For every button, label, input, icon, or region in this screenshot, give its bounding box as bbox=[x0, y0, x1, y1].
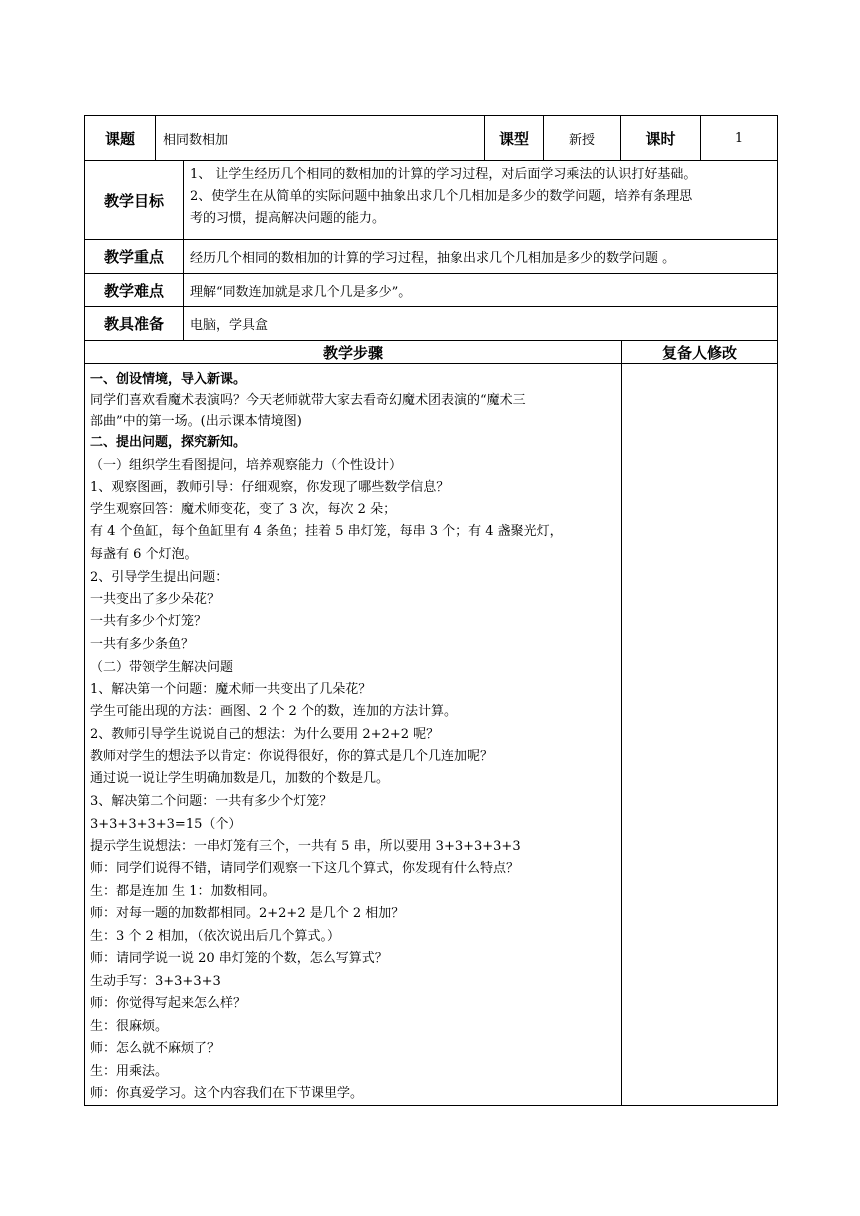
step-line: 师：请同学说一说 20 串灯笼的个数，怎么写算式？ bbox=[90, 951, 388, 966]
col-divider-steps bbox=[621, 340, 622, 1106]
step-line: 生：用乘法。 bbox=[90, 1064, 169, 1079]
table-border-right bbox=[777, 115, 778, 1106]
difficulties-value: 理解“同数连加就是求几个几是多少”。 bbox=[190, 284, 412, 300]
step-line: 教师对学生的想法予以肯定：你说得很好，你的算式是几个几连加呢？ bbox=[90, 749, 494, 764]
step-line: 生：都是连加 生 1：加数相同。 bbox=[90, 884, 276, 899]
step-line: 1、解决第一个问题：魔术师一共变出了几朵花？ bbox=[90, 682, 372, 697]
step-line: 2、引导学生提出问题： bbox=[90, 570, 229, 585]
step-line: 师：对每一题的加数都相同。2+2+2 是几个 2 相加？ bbox=[90, 906, 405, 921]
difficulties-label: 教学难点 bbox=[103, 281, 164, 300]
topic-value: 相同数相加 bbox=[163, 132, 229, 148]
step-line: 生：3 个 2 相加，（依次说出后几个算式。） bbox=[90, 929, 340, 944]
col-divider-label-2 bbox=[183, 160, 184, 340]
materials-label: 教具准备 bbox=[103, 315, 164, 333]
table-border-bottom bbox=[84, 1105, 778, 1106]
type-label: 课型 bbox=[498, 129, 529, 148]
topic-label: 课题 bbox=[104, 129, 135, 148]
steps-header: 教学步骤 bbox=[322, 343, 383, 362]
step-line: 生动手写：3+3+3+3 bbox=[90, 974, 221, 989]
key-points-label: 教学重点 bbox=[103, 248, 164, 266]
section-heading: 一、创设情境，导入新课。 bbox=[90, 372, 247, 387]
step-line: 师：怎么就不麻烦了？ bbox=[90, 1041, 221, 1056]
row-divider-1 bbox=[84, 160, 778, 161]
step-line: 2、教师引导学生说说自己的想法：为什么要用 2+2+2 呢？ bbox=[90, 727, 440, 742]
type-value: 新授 bbox=[568, 132, 595, 148]
period-value: 1 bbox=[734, 130, 744, 146]
step-line: 每盏有 6 个灯泡。 bbox=[90, 547, 198, 562]
objective-line: 2、使学生在从简单的实际问题中抽象出求几个几相加是多少的数学问题，培养有条理思 bbox=[190, 189, 693, 204]
revision-header: 复备人修改 bbox=[661, 343, 737, 362]
step-line: 3、解决第二个问题：一共有多少个灯笼？ bbox=[90, 794, 333, 809]
step-line: 提示学生说想法：一串灯笼有三个，一共有 5 串，所以要用 3+3+3+3+3 bbox=[90, 839, 521, 854]
step-line: （二）带领学生解决问题 bbox=[90, 660, 234, 675]
step-line: （一）组织学生看图提问，培养观察能力（个性设计） bbox=[90, 458, 403, 473]
period-label: 课时 bbox=[645, 129, 676, 148]
objective-line: 1、 让学生经历几个相同的数相加的计算的学习过程，对后面学习乘法的认识打好基础。 bbox=[190, 167, 697, 182]
step-line: 师：你真爱学习。这个内容我们在下节课里学。 bbox=[90, 1086, 364, 1101]
step-line: 学生可能出现的方法：画图、2 个 2 个的数，连加的方法计算。 bbox=[90, 704, 457, 719]
step-line: 师：同学们说得不错，请同学们观察一下这几个算式，你发现有什么特点？ bbox=[90, 861, 520, 876]
step-line: 有 4 个鱼缸，每个鱼缸里有 4 条鱼；挂着 5 串灯笼，每串 3 个；有 4 盏聚光灯， bbox=[90, 524, 563, 539]
step-line: 生：很麻烦。 bbox=[90, 1019, 169, 1034]
objective-line: 考的习惯，提高解决问题的能力。 bbox=[190, 211, 386, 226]
step-line: 师：你觉得写起来怎么样？ bbox=[90, 996, 247, 1011]
key-points-value: 经历几个相同的数相加的计算的学习过程，抽象出求几个几相加是多少的数学问题 。 bbox=[190, 251, 676, 266]
step-line: 通过说一说让学生明确加数是几，加数的个数是几。 bbox=[90, 771, 390, 786]
step-line: 部曲”中的第一场。(出示课本情境图) bbox=[90, 414, 302, 429]
materials-value: 电脑，学具盒 bbox=[190, 318, 269, 333]
col-divider-label bbox=[155, 115, 156, 160]
step-line: 一共有多少条鱼？ bbox=[90, 637, 195, 652]
step-line: 同学们喜欢看魔术表演吗？今天老师就带大家去看奇幻魔术团表演的“魔术三 bbox=[90, 393, 526, 408]
step-line: 一共有多少个灯笼？ bbox=[90, 614, 208, 629]
step-line: 3+3+3+3+3=15（个） bbox=[90, 817, 242, 832]
step-line: 学生观察回答：魔术师变花，变了 3 次，每次 2 朵； bbox=[90, 502, 397, 517]
row-divider-6 bbox=[84, 363, 778, 364]
step-line: 一共变出了多少朵花？ bbox=[90, 592, 221, 607]
objectives-label: 教学目标 bbox=[103, 191, 164, 210]
step-line: 1、观察图画，教师引导：仔细观察，你发现了哪些数学信息？ bbox=[90, 480, 450, 495]
section-heading: 二、提出问题，探究新知。 bbox=[90, 435, 247, 450]
